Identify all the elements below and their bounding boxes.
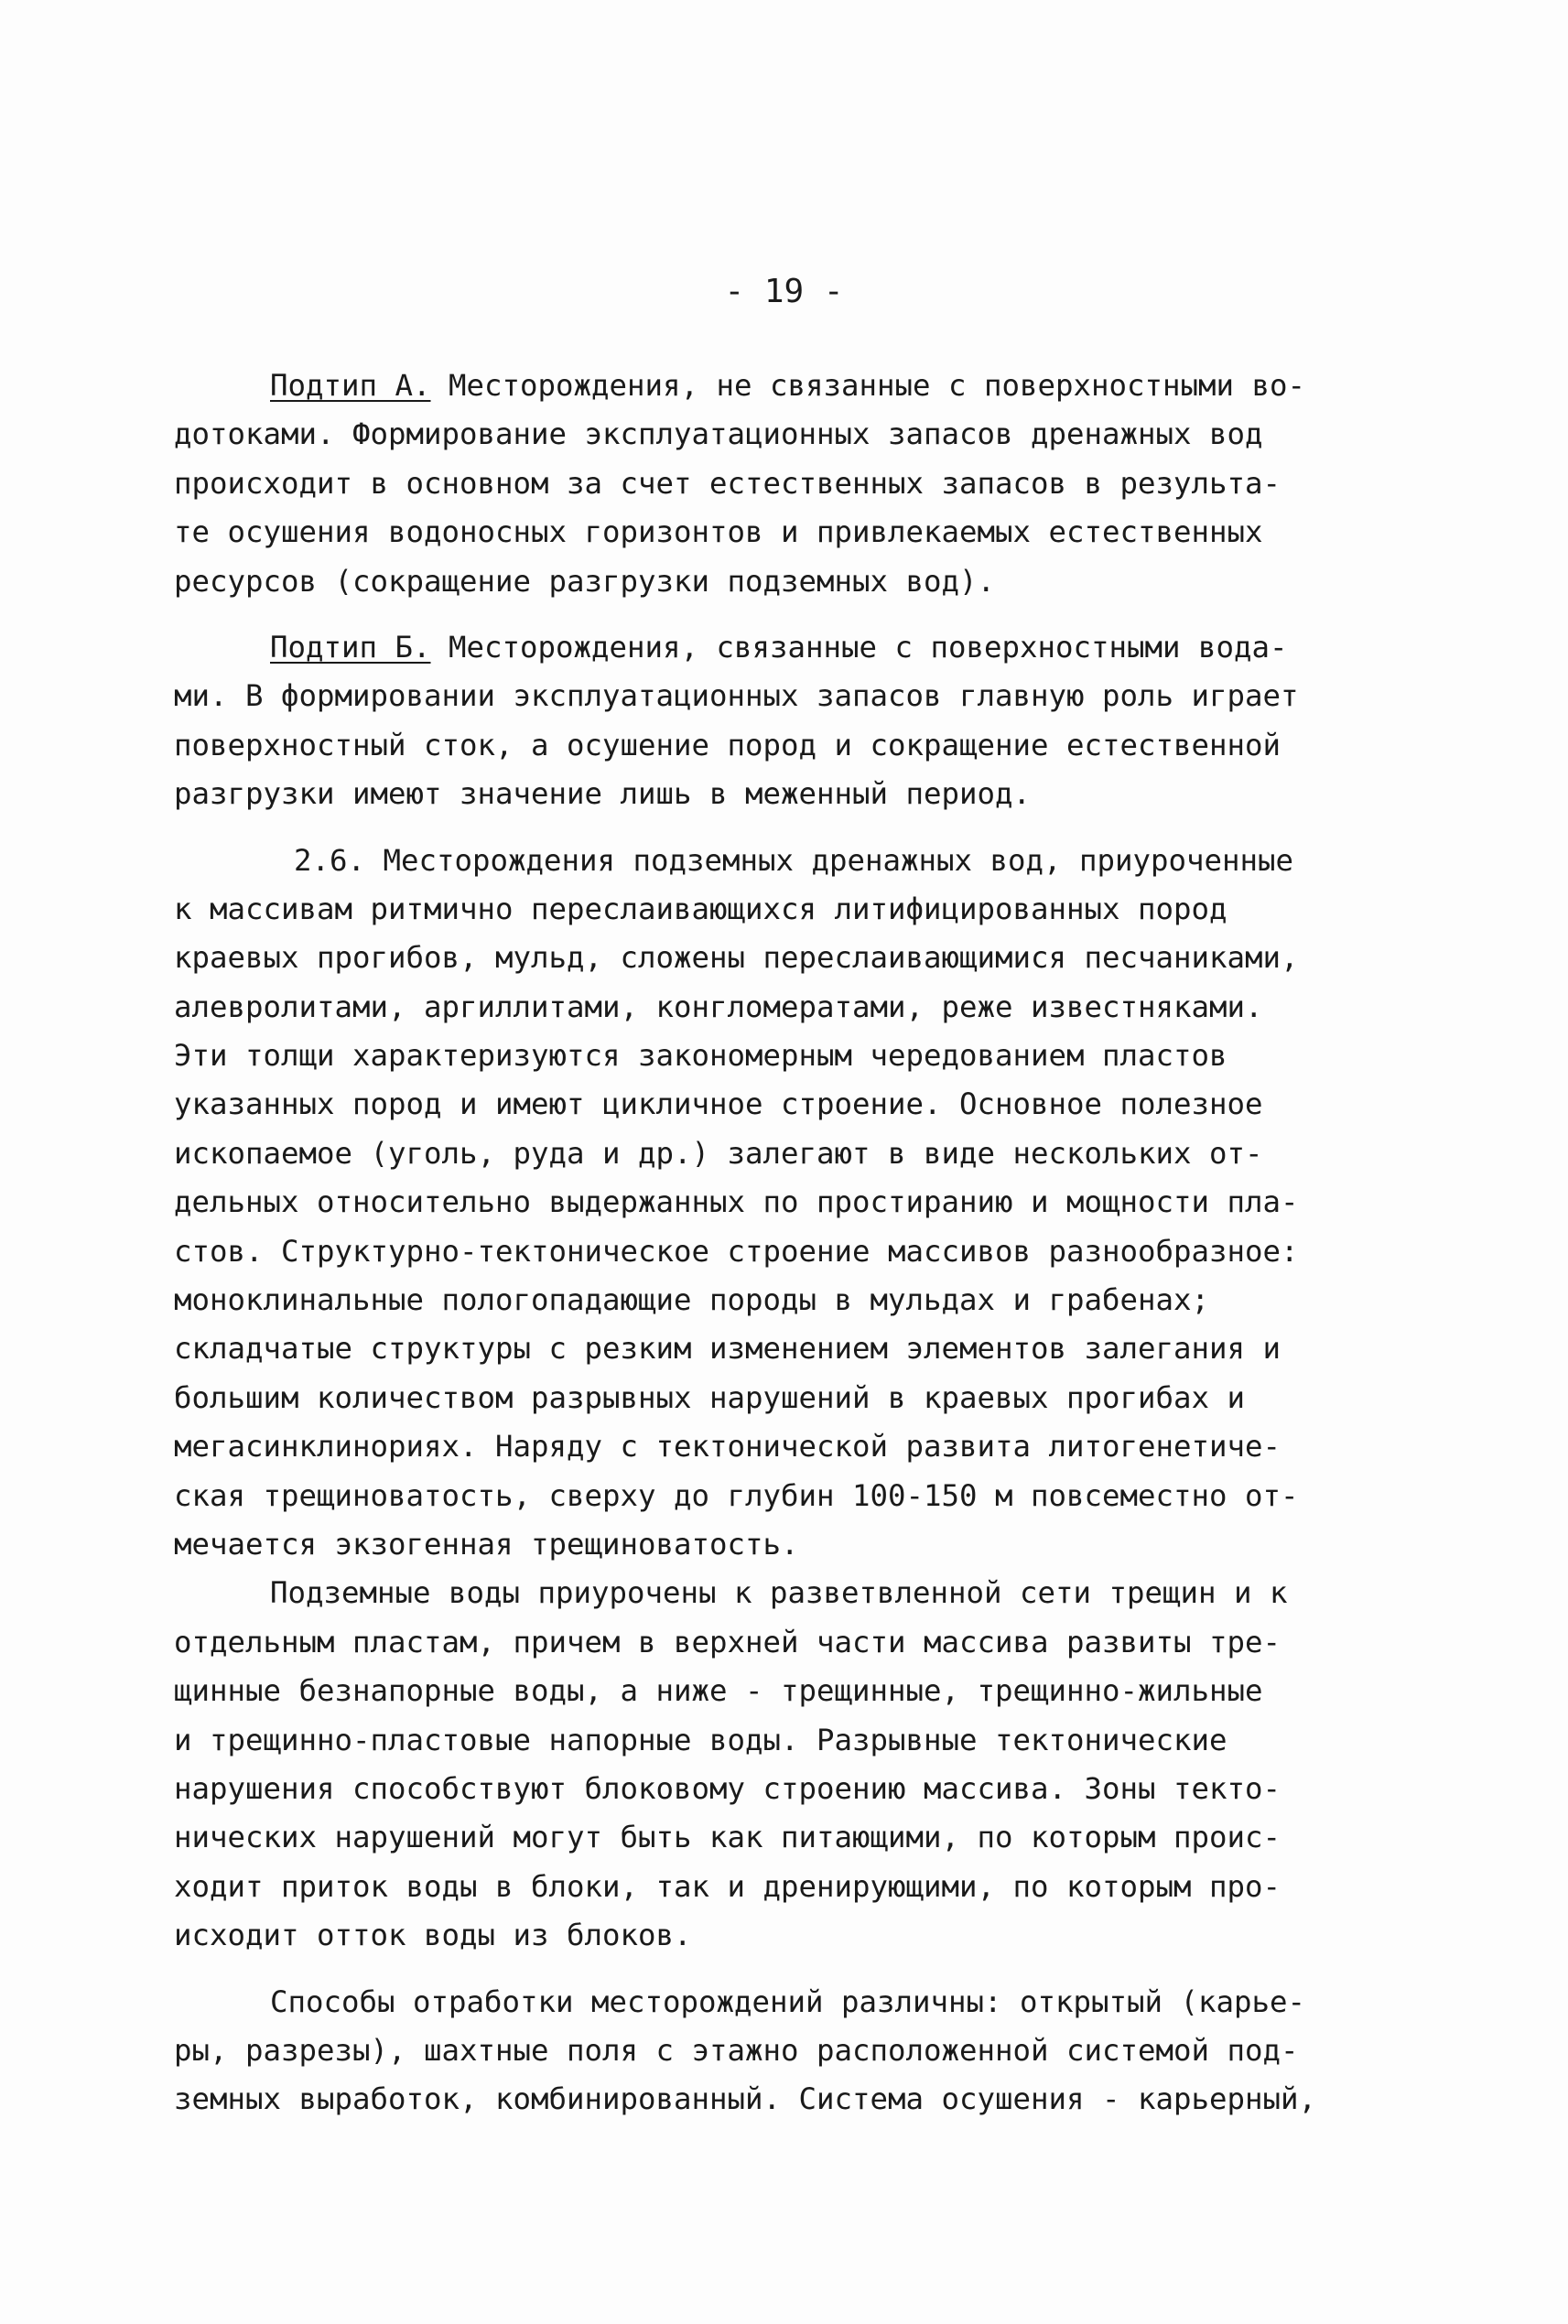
text-line: мегасинклинориях. Наряду с тектонической развита литогенетиче- — [174, 1429, 1281, 1465]
text-line: разгрузки имеют значение лишь в меженный период. — [174, 776, 1032, 812]
text-line: и трещинно-пластовые напорные воды. Разрывные тектонические — [174, 1722, 1227, 1757]
subtype-heading: Подтип Б. — [270, 629, 431, 665]
text-line — [270, 623, 1433, 672]
document-body — [174, 362, 1433, 2124]
text-line: отдельным пластам, причем в верхней части массива развиты тре- — [174, 1624, 1281, 1659]
page-number: - 19 - — [724, 273, 844, 310]
text-line: исходит отток воды из блоков. — [174, 1918, 692, 1953]
text-line: складчатые структуры с резким изменением элементов залегания и — [174, 1331, 1281, 1367]
text-line: большим количеством разрывных нарушений в краевых прогибах и — [174, 1379, 1246, 1415]
text-line: Эти толщи характеризуются закономерным чередованием пластов — [174, 1038, 1227, 1074]
text-line: мечается экзогенная трещиноватость. — [174, 1526, 799, 1562]
text-line: Подземные воды приурочены к разветвленной сети трещин и к — [270, 1575, 1288, 1611]
text-line — [270, 362, 1433, 410]
paragraph-mining-methods — [174, 1978, 1433, 2124]
text-line: 2.6. Месторождения подземных дренажных вод, приуроченные — [294, 842, 1294, 878]
text-line: нарушения способствуют блоковому строению массива. Зоны текто- — [174, 1770, 1281, 1806]
text-line: указанных пород и имеют цикличное строение. Основное полезное — [174, 1086, 1263, 1122]
paragraph-subtype-a — [174, 362, 1433, 606]
text-line: краевых прогибов, мульд, сложены переслаивающимися песчаниками, — [174, 940, 1299, 976]
text-line: ми. В формировании эксплуатационных запасов главную роль играет — [174, 678, 1299, 714]
text-line: нических нарушений могут быть как питающими, по которым проис- — [174, 1820, 1281, 1855]
text-line: ископаемое (уголь, руда и др.) залегают в виде нескольких от- — [174, 1135, 1263, 1171]
text-line: поверхностный сток, а осушение пород и сокращение естественной — [174, 727, 1281, 762]
text-line: ры, разрезы), шахтные поля с этажно расположенной системой под- — [174, 2032, 1299, 2068]
paragraph-groundwater — [174, 1569, 1433, 1960]
text-line: алевролитами, аргиллитами, конгломератами, реже известняками. — [174, 989, 1263, 1024]
text-line: происходит в основном за счет естественных запасов в результа- — [174, 465, 1281, 501]
text-line: щинные безнапорные воды, а ниже - трещинные, трещинно-жильные — [174, 1673, 1263, 1709]
text-line: ресурсов (сокращение разгрузки подземных вод). — [174, 563, 996, 599]
text-line: дотоками. Формирование эксплуатационных запасов дренажных вод — [174, 416, 1263, 452]
paragraph-subtype-b — [174, 623, 1433, 819]
text-line: те осушения водоносных горизонтов и привлекаемых естественных — [174, 514, 1263, 550]
text-line: стов. Структурно-тектоническое строение массивов разнообразное: — [174, 1233, 1299, 1269]
text-line: дельных относительно выдержанных по простиранию и мощности пла- — [174, 1184, 1299, 1220]
text-line: моноклинальные пологопадающие породы в мульдах и грабенах; — [174, 1282, 1210, 1318]
text-line: ходит приток воды в блоки, так и дренирующими, по которым про- — [174, 1868, 1281, 1904]
text-line-content: Месторождения, не связанные с поверхностными во- — [430, 368, 1306, 403]
paragraph-2-6 — [174, 837, 1433, 1570]
text-line-content: Месторождения, связанные с поверхностными вода- — [430, 629, 1288, 665]
text-line: ская трещиноватость, сверху до глубин 100-150 м повсеместно от- — [174, 1477, 1299, 1513]
text-line: земных выработок, комбинированный. Система осушения - карьерный, — [174, 2081, 1317, 2117]
text-line: к массивам ритмично переслаивающихся литифицированных пород — [174, 891, 1227, 926]
text-line: Способы отработки месторождений различны: открытый (карье- — [270, 1984, 1306, 2019]
subtype-heading: Подтип А. — [270, 368, 431, 403]
